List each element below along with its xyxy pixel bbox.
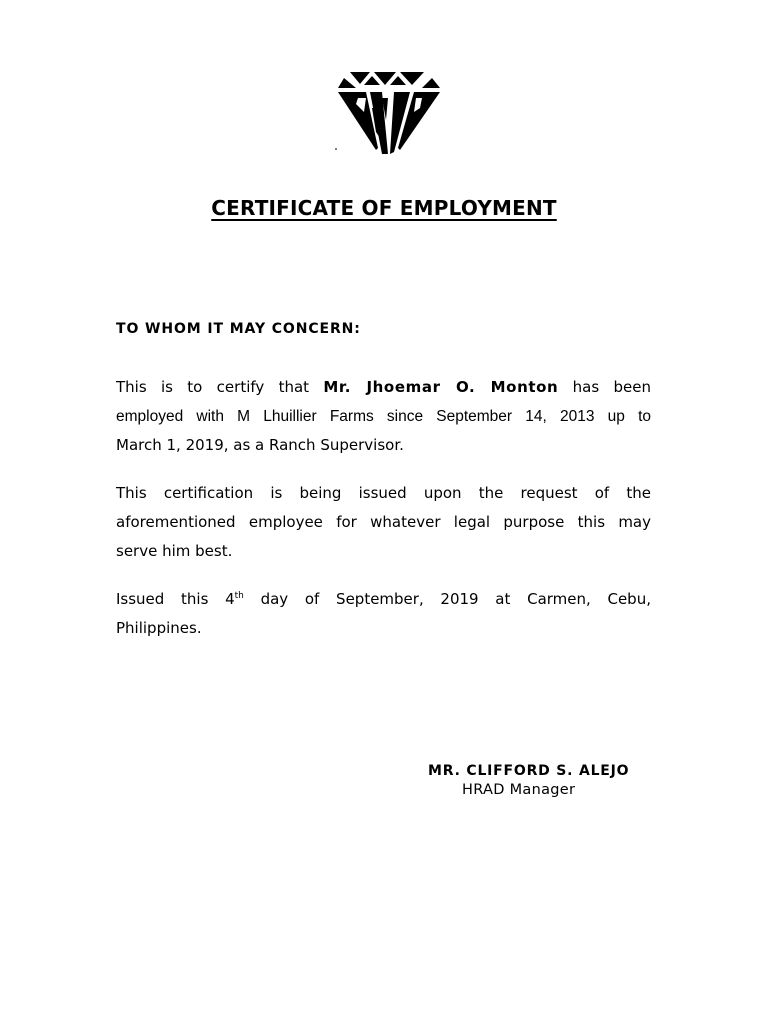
paragraph-certification [116, 373, 651, 460]
text-segment: This is to certify that [116, 378, 324, 396]
paragraph-line: serve him best. [116, 542, 233, 560]
paragraph-line: employed with M Lhuillier Farms since September 14, 2013 up to [116, 408, 651, 425]
ordinal-suffix: th [234, 591, 244, 601]
diamond-logo-icon [336, 68, 442, 156]
paragraph-line [116, 373, 651, 402]
signatory-position: HRAD Manager [462, 782, 576, 798]
paragraph-purpose [116, 479, 651, 566]
signatory-name: MR. CLIFFORD S. ALEJO [428, 763, 630, 779]
employee-name: Mr. Jhoemar O. Monton [323, 378, 559, 396]
page-title: CERTIFICATE OF EMPLOYMENT [211, 196, 557, 220]
paragraph-line: This certification is being issued upon the request of the [116, 484, 651, 502]
salutation: TO WHOM IT MAY CONCERN: [116, 321, 361, 337]
text-segment: Issued this 4 [116, 590, 235, 608]
paragraph-line: aforementioned employee for whatever legal purpose this may [116, 513, 651, 531]
paragraph-issued [116, 585, 651, 643]
paragraph-line: Philippines. [116, 619, 202, 637]
text-segment: has been [558, 378, 651, 396]
paragraph-line [116, 585, 651, 614]
logo-mark-dot [335, 148, 337, 150]
text-segment: day of September, 2019 at Carmen, Cebu, [243, 590, 651, 608]
paragraph-line: March 1, 2019, as a Ranch Supervisor. [116, 436, 404, 454]
